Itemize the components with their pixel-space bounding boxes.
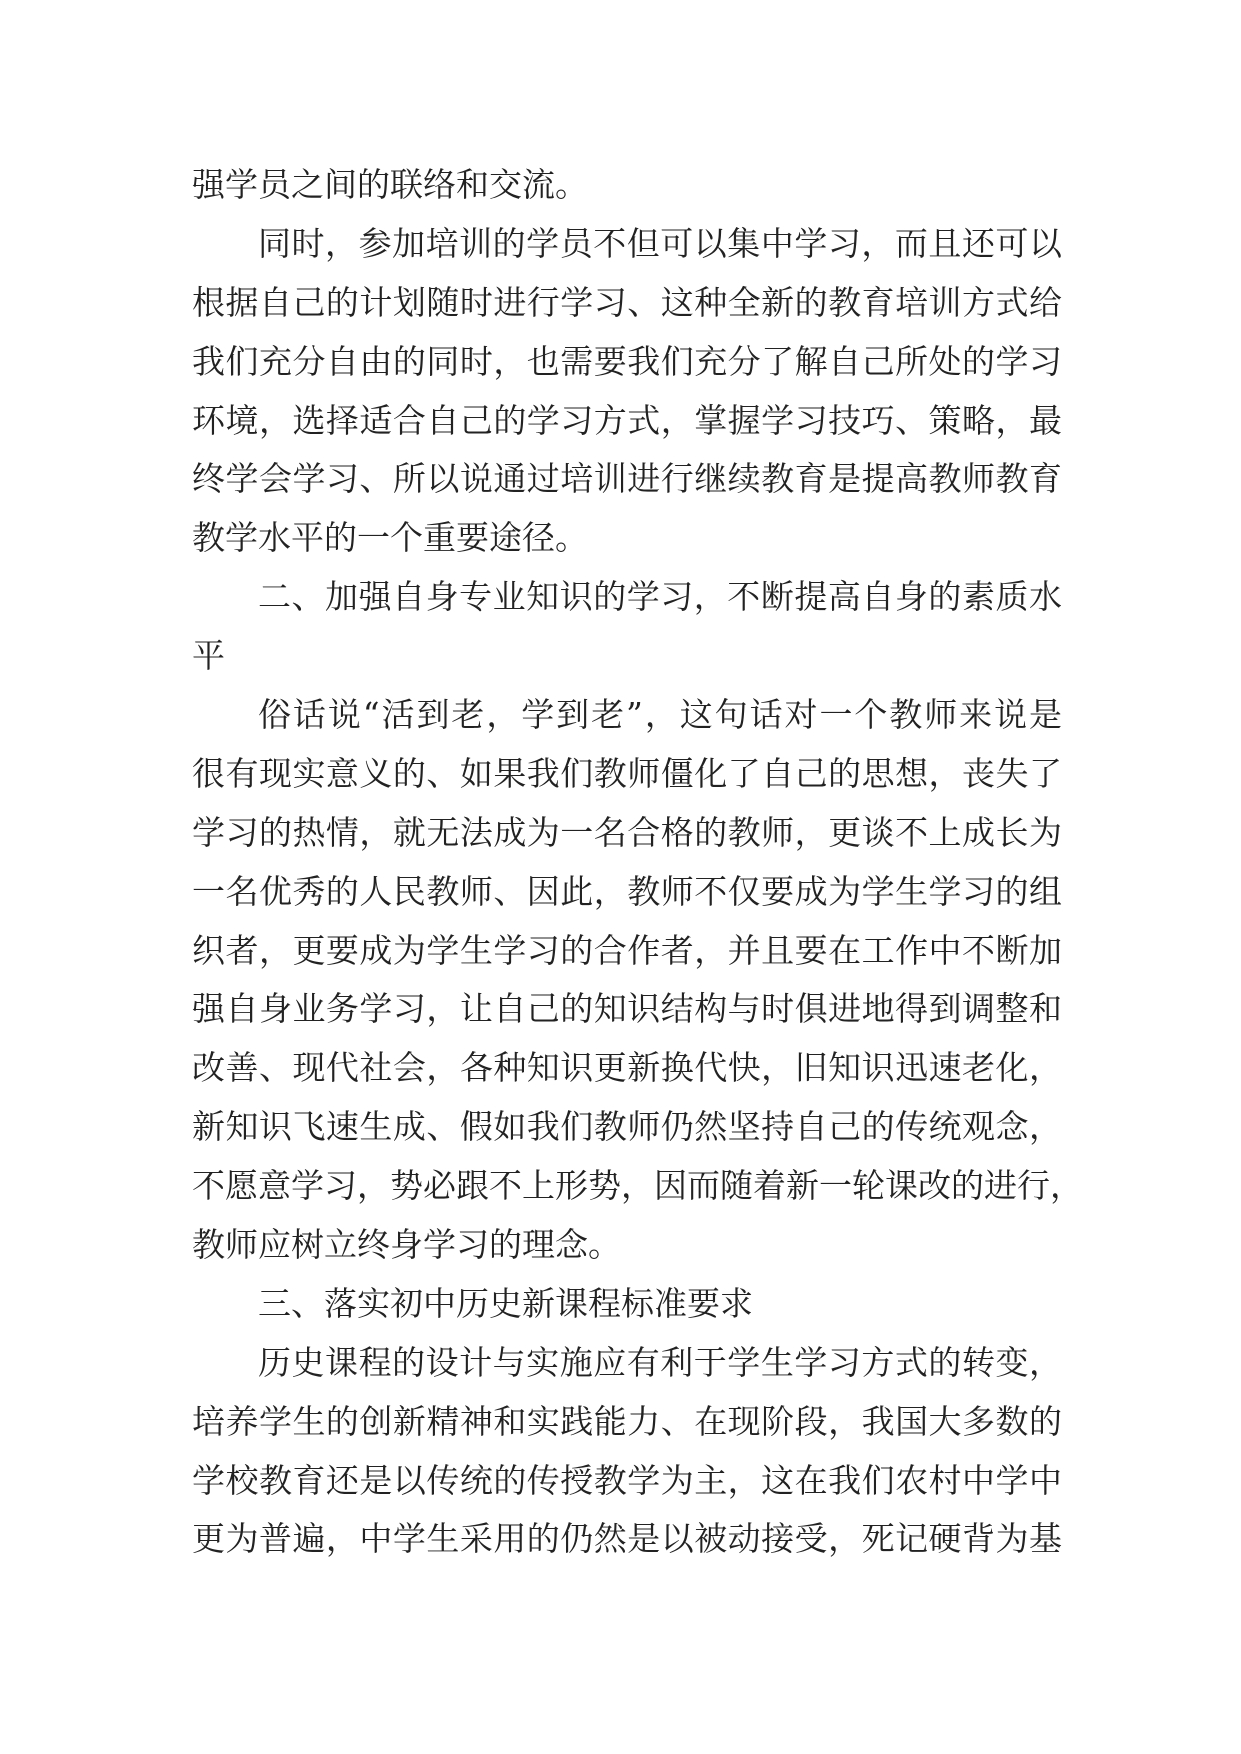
text-line: 更为普遍，中学生采用的仍然是以被动接受，死记硬背为基 (192, 1519, 1062, 1559)
text-line: 环境，选择适合自己的学习方式，掌握学习技巧、策略，最 (192, 400, 1062, 440)
text-line: 不愿意学习，势必跟不上形势，因而随着新一轮课改的进行， (192, 1166, 1083, 1206)
text-line: 培养学生的创新精神和实践能力、在现阶段，我国大多数的 (192, 1401, 1062, 1441)
section-heading-continued: 平 (192, 636, 225, 676)
text-line: 教师应树立终身学习的理念。 (192, 1225, 621, 1265)
text-line: 学习的热情，就无法成为一名合格的教师，更谈不上成长为 (192, 812, 1062, 852)
text-line: 强自身业务学习，让自己的知识结构与时俱进地得到调整和 (192, 989, 1062, 1029)
text-line: 很有现实意义的、如果我们教师僵化了自己的思想，丧失了 (192, 753, 1062, 793)
section-heading: 二、加强自身专业知识的学习，不断提高自身的素质水 (258, 577, 1062, 617)
section-heading: 三、落实初中历史新课程标准要求 (258, 1283, 753, 1323)
text-line: 学校教育还是以传统的传授教学为主，这在我们农村中学中 (192, 1460, 1062, 1500)
text-line: 织者，更要成为学生学习的合作者，并且要在工作中不断加 (192, 930, 1062, 970)
text-line: 新知识飞速生成、假如我们教师仍然坚持自己的传统观念， (192, 1107, 1062, 1147)
text-line: 强学员之间的联络和交流。 (192, 165, 588, 204)
paragraph-first-line: 俗话说“活到老，学到老”，这句话对一个教师来说是 (258, 695, 1062, 735)
document-body (192, 156, 1083, 1569)
text-line: 改善、现代社会，各种知识更新换代快，旧知识迅速老化， (192, 1048, 1062, 1088)
text-line: 一名优秀的人民教师、因此，教师不仅要成为学生学习的组 (192, 871, 1062, 911)
text-line: 终学会学习、所以说通过培训进行继续教育是提高教师教育 (192, 459, 1062, 499)
paragraph-first-line: 同时，参加培训的学员不但可以集中学习，而且还可以 (258, 223, 1062, 263)
text-line: 我们充分自由的同时，也需要我们充分了解自己所处的学习 (192, 341, 1062, 381)
text-line: 教学水平的一个重要途径。 (192, 518, 588, 558)
text-line: 根据自己的计划随时进行学习、这种全新的教育培训方式给 (192, 282, 1062, 322)
paragraph-first-line: 历史课程的设计与实施应有利于学生学习方式的转变， (258, 1342, 1062, 1382)
